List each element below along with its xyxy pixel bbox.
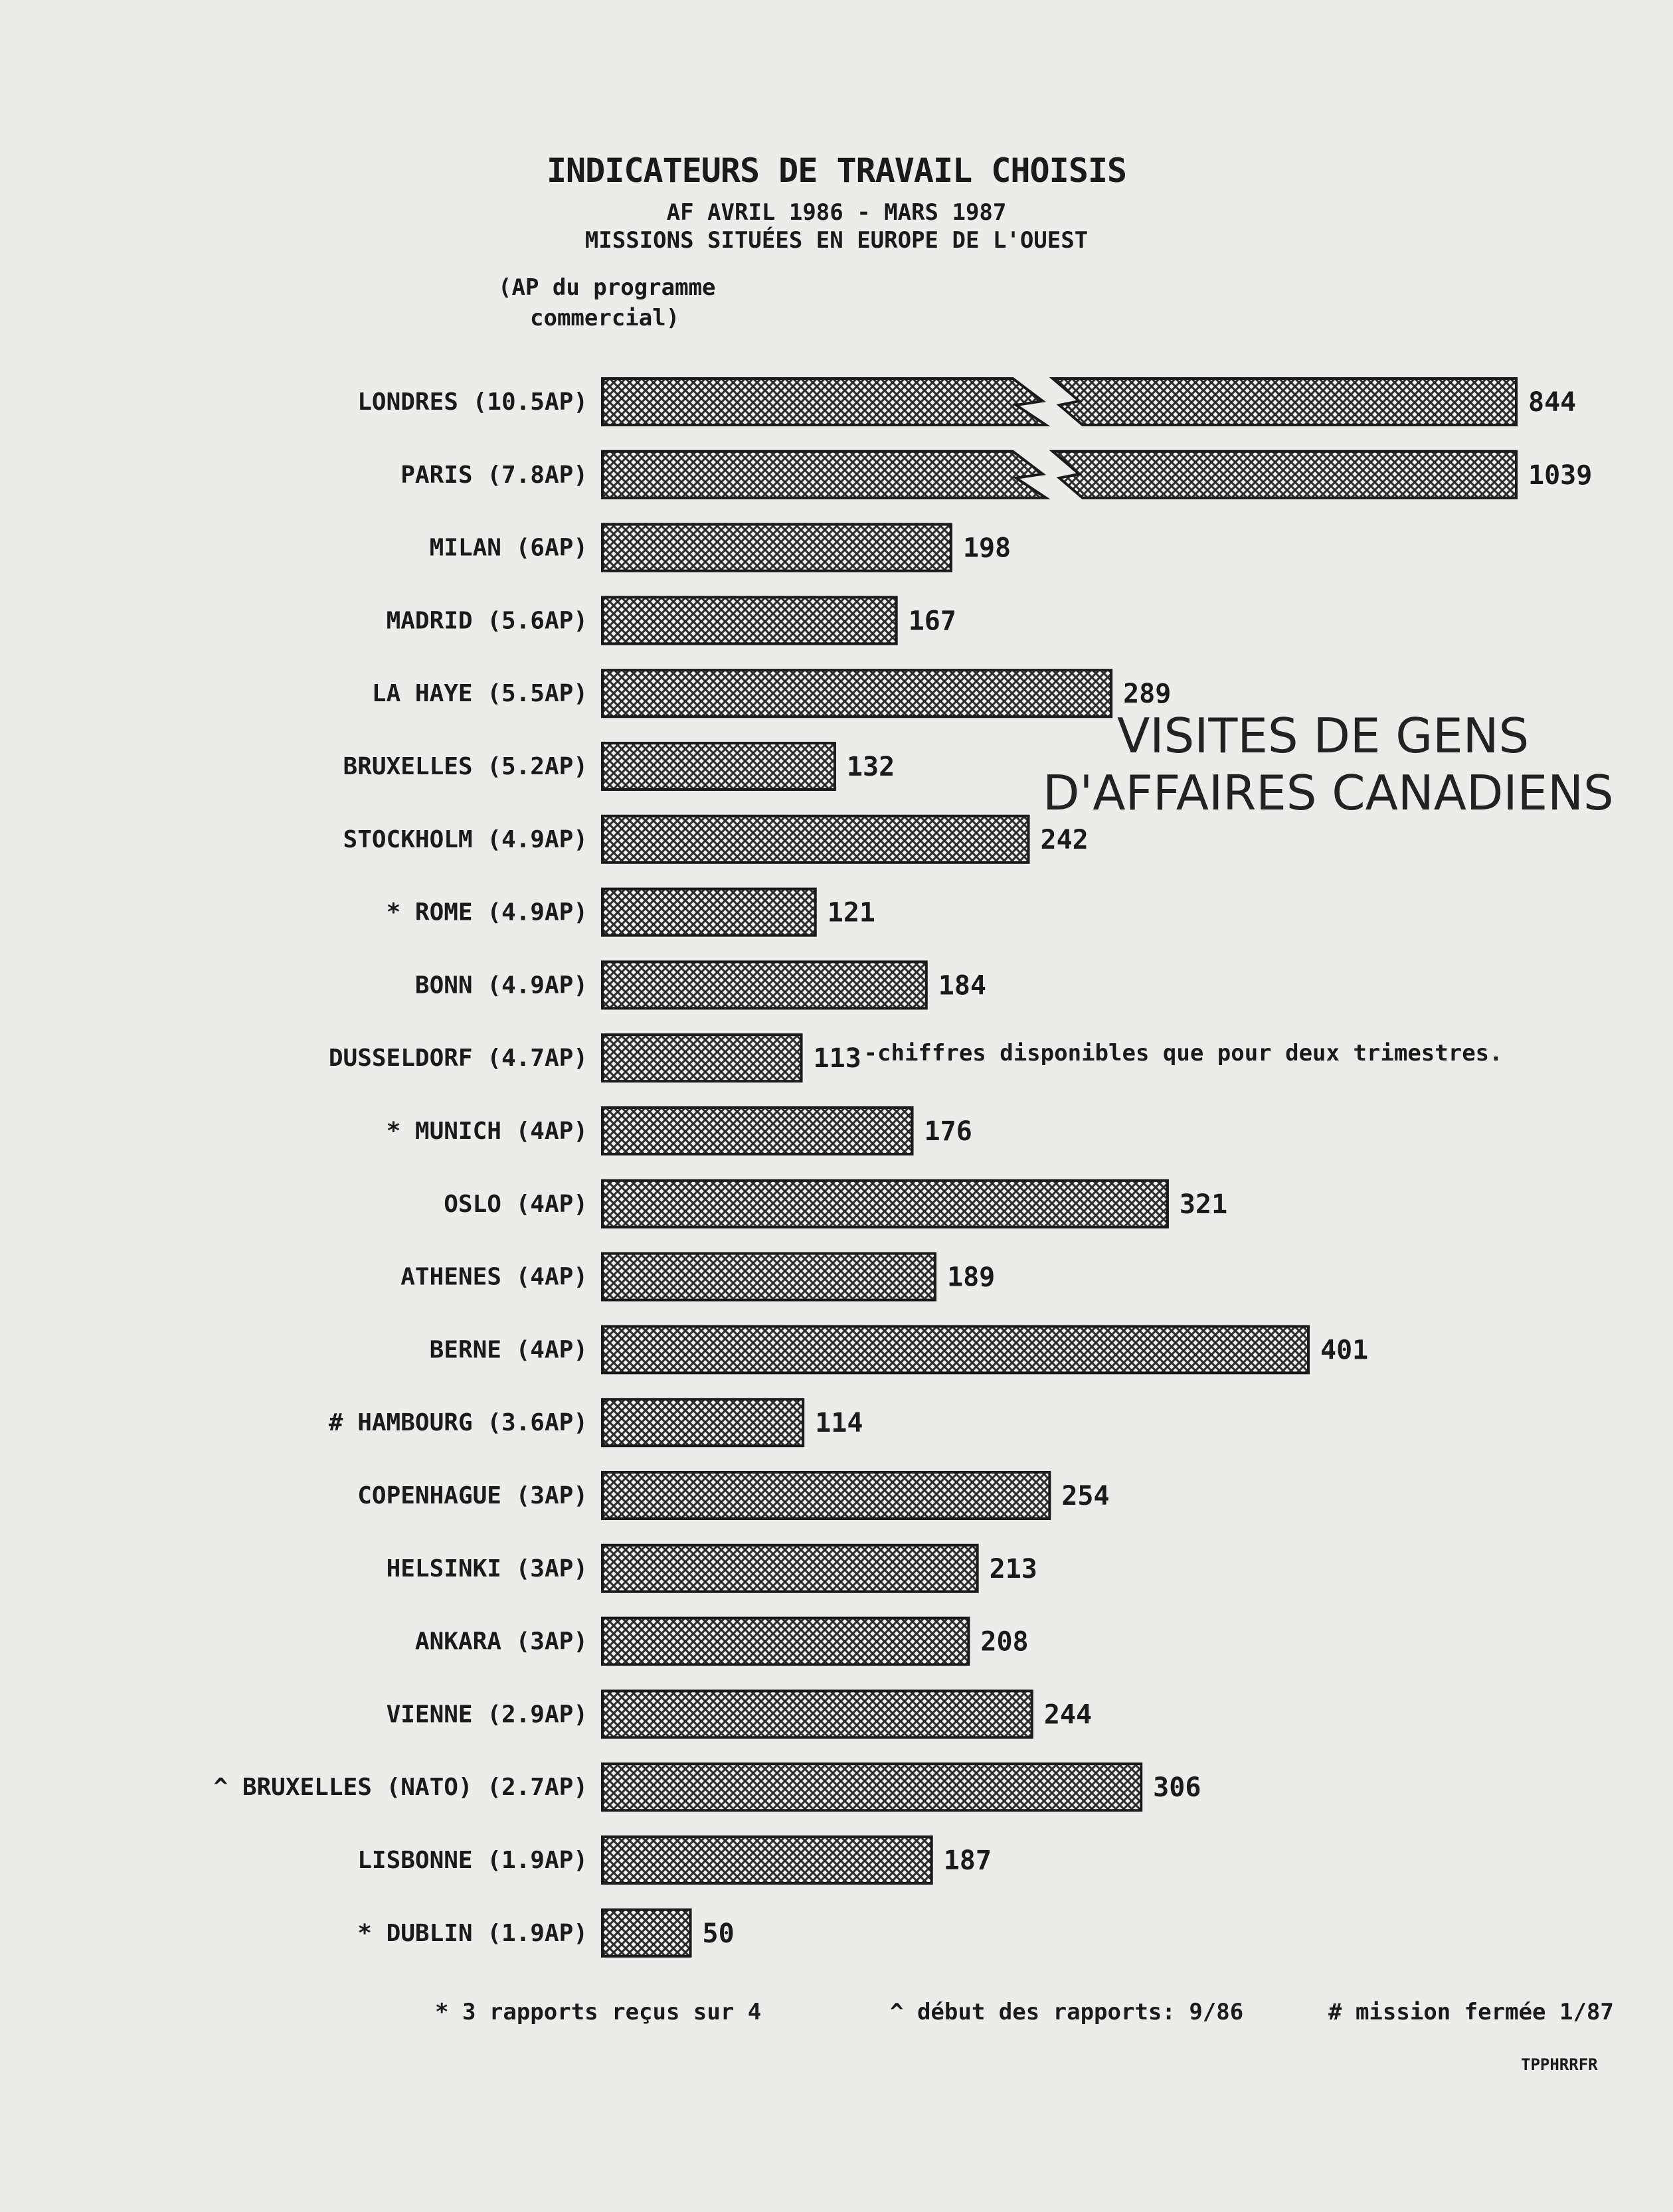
bar-note: -chiffres disponibles que pour deux trimestres. [863,1040,1503,1067]
document-reference: TPPHRRFR [1521,2055,1598,2074]
bar [602,1837,932,1883]
bar-value-label: 213 [989,1553,1037,1584]
category-label: STOCKHOLM (4.9AP) [343,825,588,853]
bar-value-label: 176 [924,1116,972,1147]
unit-note-line1: (AP du programme [498,274,716,301]
bar [602,1618,968,1665]
bar-value-label: 208 [980,1626,1029,1658]
bar-value-label: 1039 [1528,460,1593,491]
bar-value-label: 244 [1043,1699,1093,1731]
bar-value-label: 254 [1061,1481,1110,1511]
category-label: VIENNE (2.9AP) [386,1701,588,1729]
bar [602,1399,803,1446]
bar [602,962,926,1008]
series-annotation-line2: D'AFFAIRES CANADIENS [1043,765,1614,821]
bar-value-label: 121 [827,897,876,928]
category-label: ^ BRUXELLES (NATO) (2.7AP) [213,1774,588,1802]
bar-value-label: 187 [943,1845,992,1876]
category-label: OSLO (4AP) [444,1190,588,1218]
bar-value-label: 198 [962,533,1012,564]
bar-value-label: 242 [1040,824,1089,855]
bar [602,670,1111,717]
bar-value-label: 114 [815,1408,863,1439]
bar [602,1181,1168,1227]
footnote-mission-closed: # mission fermée 1/87 [1328,1999,1614,2025]
category-label: PARIS (7.8AP) [400,461,588,489]
category-label: COPENHAGUE (3AP) [357,1482,588,1509]
bar [602,743,835,790]
bar [602,1910,691,1956]
category-label: BONN (4.9AP) [414,972,588,999]
category-label: DUSSELDORF (4.7AP) [328,1045,588,1072]
bar-value-label: 113 [813,1043,861,1074]
bar-value-label: 401 [1320,1335,1369,1366]
chart-subtitle-period: AF AVRIL 1986 - MARS 1987 [666,199,1007,226]
category-label: MADRID (5.6AP) [386,607,588,635]
bars-layer [213,379,1592,1956]
bar [602,1035,802,1081]
bar-value-label: 50 [702,1918,735,1949]
category-label: MILAN (6AP) [429,534,588,562]
chart-title: INDICATEURS DE TRAVAIL CHOISIS [546,151,1127,190]
footnote-partial-reports: * 3 rapports reçus sur 4 [435,1999,762,2025]
bar [602,1764,1141,1810]
bar [602,1254,935,1300]
bar-segment-left [602,452,1046,498]
category-label: LONDRES (10.5AP) [357,388,588,416]
category-label: BERNE (4AP) [429,1336,588,1364]
footnote-reporting-start: ^ début des rapports: 9/86 [890,1999,1244,2025]
bar [602,1326,1308,1373]
bar-segment-right [1053,379,1516,425]
bar [602,1472,1049,1519]
category-label: HELSINKI (3AP) [386,1555,588,1582]
bar [602,1545,978,1592]
bar-value-label: 289 [1123,679,1172,710]
bar-segment-right [1053,452,1516,498]
category-label: LISBONNE (1.9AP) [357,1847,588,1874]
bar [602,597,897,643]
category-label: ANKARA (3AP) [414,1628,588,1656]
series-annotation [1043,707,1614,821]
bar-value-label: 167 [908,606,956,637]
series-annotation-line1: VISITES DE GENS [1117,708,1530,764]
bar [602,816,1029,863]
bar [602,1691,1032,1737]
category-label: * DUBLIN (1.9AP) [357,1919,588,1947]
category-label: * MUNICH (4AP) [386,1118,588,1145]
bar [602,889,816,936]
unit-note [498,272,716,333]
chart-subtitle-missions: MISSIONS SITUÉES EN EUROPE DE L'OUEST [584,227,1089,254]
category-label: LA HAYE (5.5AP) [371,680,588,708]
category-label: # HAMBOURG (3.6AP) [328,1409,588,1437]
bar-segment-left [602,379,1046,425]
bar [602,525,951,571]
bar-value-label: 184 [938,970,987,1001]
category-label: ATHENES (4AP) [400,1263,588,1291]
bar-value-label: 844 [1528,387,1577,418]
bar-value-label: 132 [846,752,895,782]
category-label: * ROME (4.9AP) [386,898,588,926]
bar-value-label: 306 [1153,1772,1201,1804]
bar-value-label: 321 [1179,1189,1228,1220]
category-label: BRUXELLES (5.2AP) [343,753,588,780]
unit-note-line2: commercial) [530,305,680,331]
bar [602,1108,913,1154]
bar-value-label: 189 [947,1262,996,1293]
